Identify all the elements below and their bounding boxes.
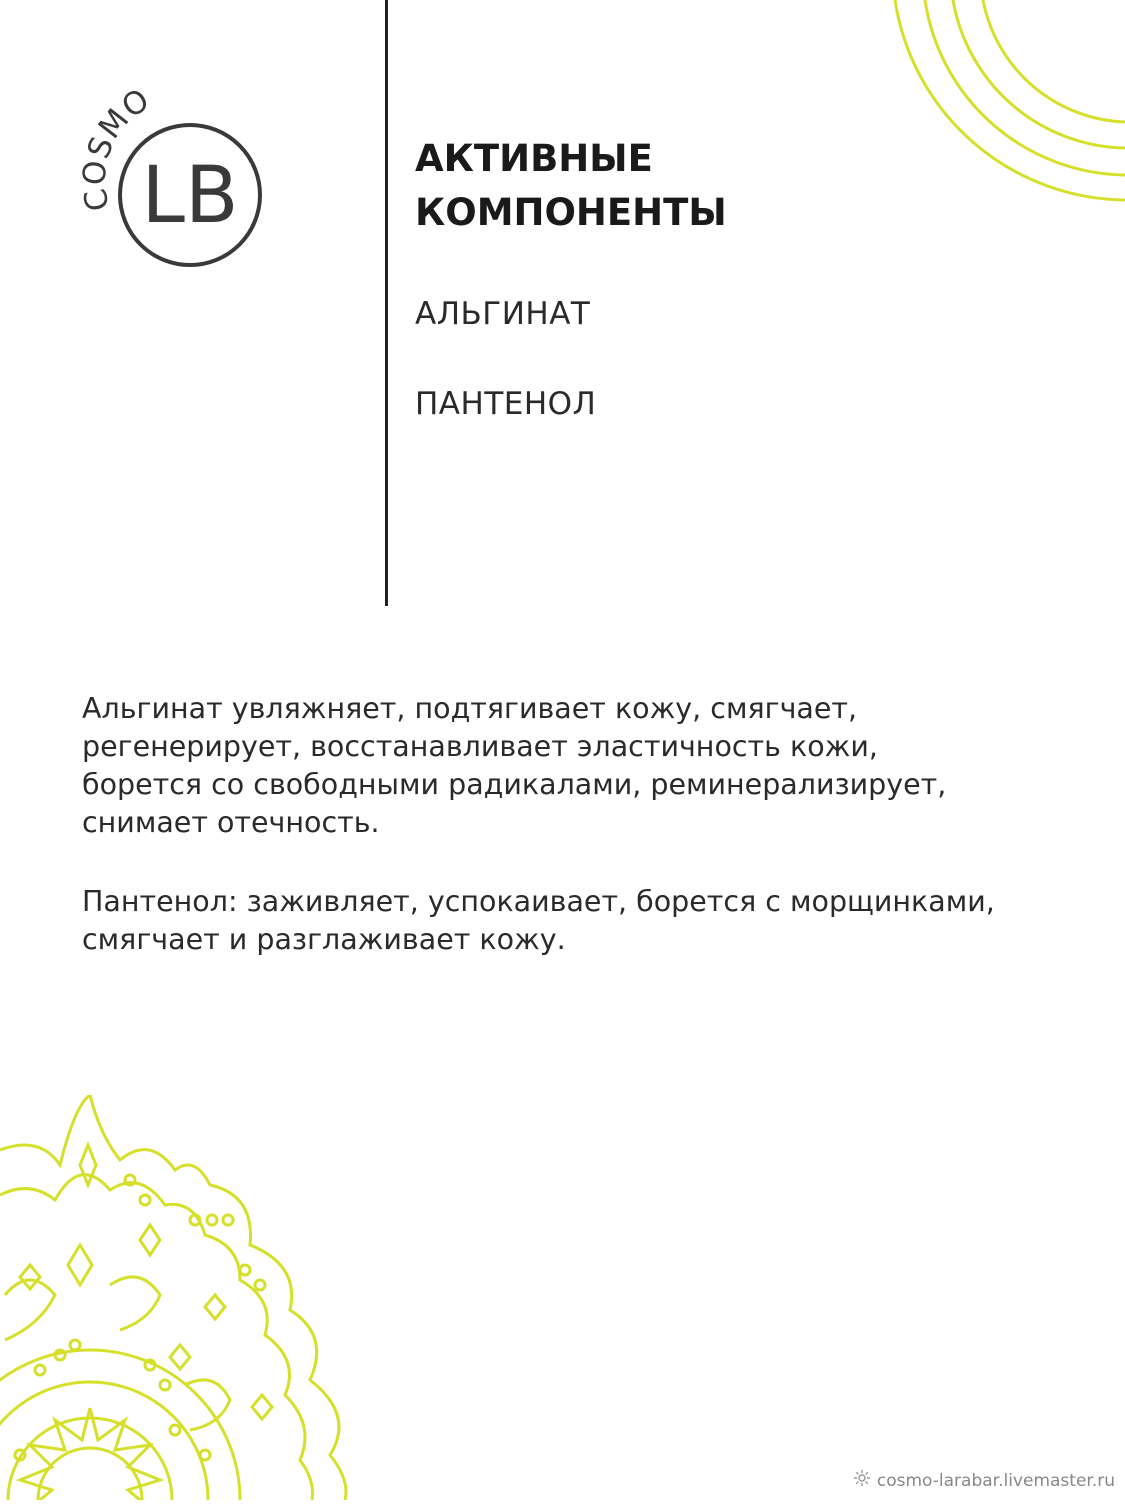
watermark-text: cosmo-larabar.livemaster.ru — [876, 1470, 1115, 1491]
site-watermark — [853, 1469, 1115, 1492]
description-line: регенерирует, восстанавливает эластичность кожи, — [82, 730, 878, 763]
description-line: снимает отечность. — [82, 806, 380, 839]
description-line: смягчает и разглаживает кожу. — [82, 923, 566, 956]
description-line: Альгинат увляжняет, подтягивает кожу, смягчает, — [82, 692, 858, 725]
mandala-ornament — [0, 1095, 360, 1500]
brand-logo — [70, 70, 270, 270]
ingredient-panthenol: ПАНТЕНОЛ — [415, 386, 597, 422]
logo-arc-text: COSMO — [76, 81, 157, 215]
watermark-icon — [853, 1469, 871, 1492]
description-line: борется со свободными радикалами, реминерализирует, — [82, 768, 947, 801]
description-line: Пантенол: заживляет, успокаивает, борется с морщинками, — [82, 885, 995, 918]
section-title-line-1: АКТИВНЫЕ — [415, 137, 653, 180]
section-title-line-2: КОМПОНЕНТЫ — [415, 191, 727, 234]
ingredient-alginate: АЛЬГИНАТ — [415, 296, 591, 332]
description-panthenol — [82, 883, 1082, 959]
description-alginate — [82, 690, 1082, 842]
vertical-divider — [385, 0, 388, 606]
logo-monogram: LB — [141, 151, 239, 241]
section-title — [415, 132, 1015, 240]
